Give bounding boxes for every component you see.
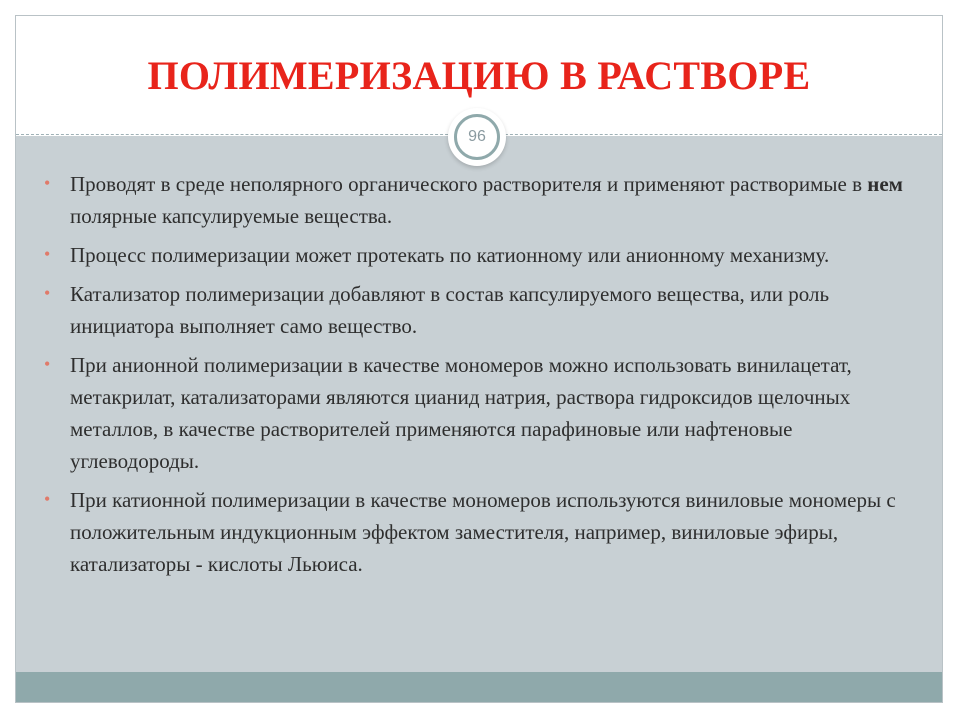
bullet-item (44, 484, 924, 580)
bullet-text: Процесс полимеризации может протекать по катионному или анионному механизму. (70, 243, 830, 267)
bullet-text: Катализатор полимеризации добавляют в состав капсулируемого вещества, или роль инициатора выполняет само вещество. (70, 282, 830, 338)
bullet-icon: • (44, 489, 51, 509)
bullet-icon: • (44, 283, 51, 303)
slide-title: ПОЛИМЕРИЗАЦИЮ В РАСТВОРЕ (147, 53, 811, 98)
page-number: 96 (454, 114, 500, 160)
bullet-icon: • (44, 354, 51, 374)
bullet-item (44, 349, 924, 477)
bullet-item (44, 278, 924, 342)
bullet-item (44, 168, 924, 232)
footer-bar (16, 672, 942, 703)
bullet-text: полярные капсулируемые вещества. (70, 204, 393, 228)
bullet-text: При катионной полимеризации в качестве мономеров используются виниловые мономеры с положительным индукционным эффектом заместителя, например, виниловые эфиры, катализаторы - кислоты Льюиса. (70, 488, 896, 576)
bullet-text: При анионной полимеризации в качестве мономеров можно использовать винилацетат, метакрилат, катализаторами являются цианид натрия, раствора гидроксидов щелочных металлов, в качестве растворителей применяются парафиновые или нафтеновые углеводороды. (70, 353, 852, 473)
page-number-badge (448, 108, 506, 166)
bullet-text-bold: нем (867, 172, 903, 196)
bullet-list (44, 168, 924, 587)
bullet-icon: • (44, 244, 51, 264)
bullet-text: Проводят в среде неполярного органического растворителя и применяют растворимые в (70, 172, 868, 196)
bullet-icon: • (44, 173, 51, 193)
bullet-item (44, 239, 924, 271)
slide (15, 15, 943, 703)
